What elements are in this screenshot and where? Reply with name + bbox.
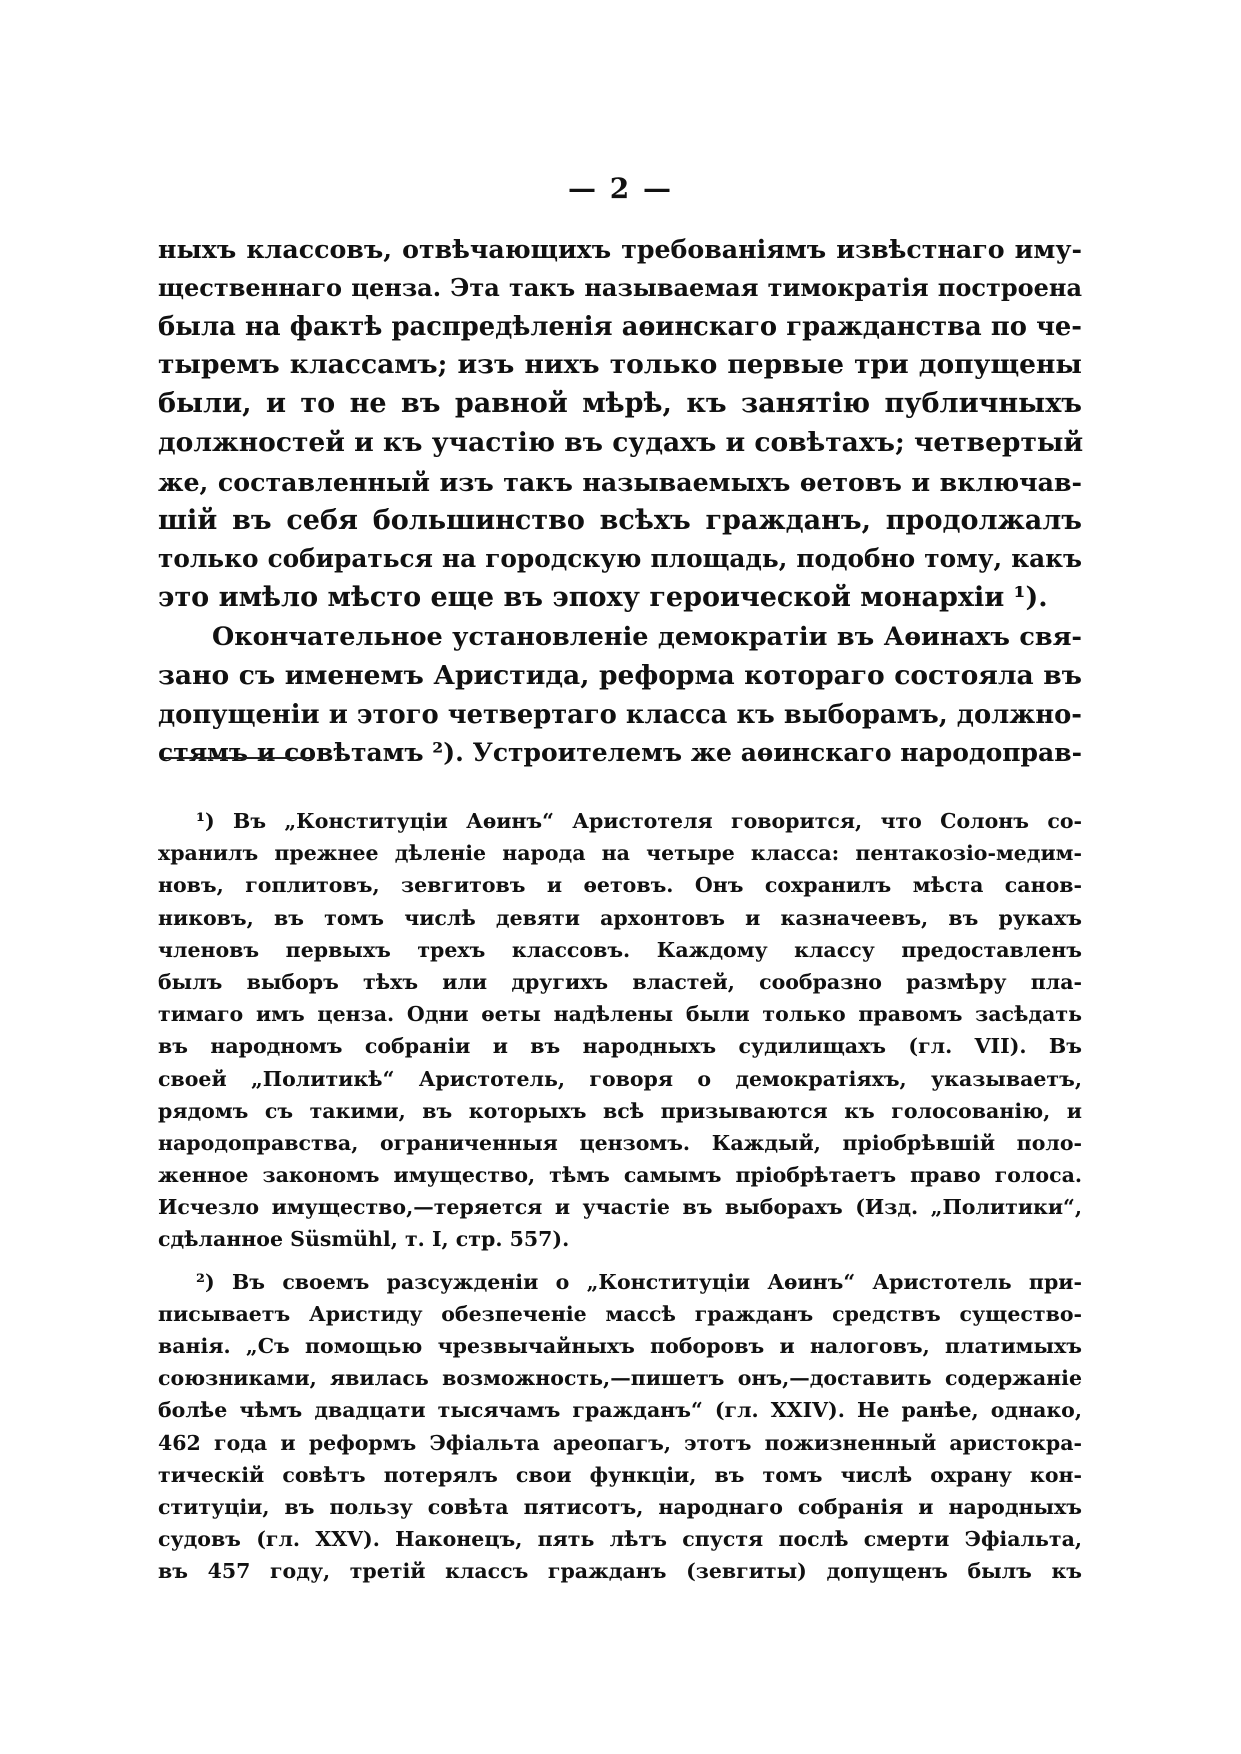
footnote-line: въ 457 году, третій классъ гражданъ (зевгиты) допущенъ былъ къ	[158, 1559, 1082, 1584]
footnote-line: членовъ первыхъ трехъ классовъ. Каждому классу предоставленъ	[158, 937, 1082, 962]
footnote-line: новъ, гоплитовъ, зевгитовъ и ѳетовъ. Онъ сохранилъ мѣста санов-	[158, 873, 1082, 898]
footnote-line: болѣе чѣмъ двадцати тысячамъ гражданъ“ (гл. XXIV). Не ранѣе, однако,	[158, 1398, 1082, 1423]
page-number: — 2 —	[568, 172, 673, 205]
footnote-line: союзниками, явилась возможность,—пишетъ онъ,—доставить содержаніе	[158, 1366, 1082, 1391]
footnote-line: рядомъ съ такими, въ которыхъ всѣ призываются къ голосованію, и	[158, 1098, 1082, 1123]
footnote-line: ¹) Въ „Конституціи Аѳинъ“ Аристотеля говорится, что Солонъ со-	[196, 809, 1082, 833]
footnote-line: ²) Въ своемъ разсужденіи о „Конституціи Аѳинъ“ Аристотель при-	[196, 1269, 1082, 1294]
text-line: только собираться на городскую площадь, подобно тому, какъ	[158, 544, 1082, 574]
text-line: же, составленный изъ такъ называемыхъ ѳетовъ и включав-	[158, 466, 1082, 497]
footnote-line: судовъ (гл. XXV). Наконецъ, пять лѣтъ спустя послѣ смерти Эфіальта,	[158, 1527, 1082, 1552]
footnote-line: никовъ, въ томъ числѣ девяти архонтовъ и казначеевъ, въ рукахъ	[158, 905, 1082, 930]
footnote-1	[158, 805, 1082, 1256]
footnote-line: своей „Политикѣ“ Аристотель, говоря о демократіяхъ, указываетъ,	[158, 1066, 1082, 1091]
footnote-line: въ народномъ собраніи и въ народныхъ судилищахъ (гл. VII). Въ	[158, 1034, 1082, 1059]
footnote-line: Исчезло имущество,—теряется и участіе въ выборахъ (Изд. „Политики“,	[158, 1195, 1082, 1220]
footnote-line: народоправства, ограниченныя цензомъ. Каждый, пріобрѣвшій поло-	[158, 1130, 1082, 1155]
footnote-line: женное закономъ имущество, тѣмъ самымъ пріобрѣтаетъ право голоса.	[158, 1163, 1082, 1188]
text-line: щественнаго ценза. Эта такъ называемая тимократія построена	[158, 272, 1082, 302]
text-line: тыремъ классамъ; изъ нихъ только первые три допущены	[158, 349, 1082, 381]
footnote-line: 462 года и реформъ Эфіальта ареопагъ, этотъ пожизненный аристокра-	[158, 1430, 1082, 1455]
footnote-line: тимаго имъ ценза. Одни ѳеты надѣлены были только правомъ засѣдать	[158, 1002, 1082, 1027]
text-line: шій въ себя большинство всѣхъ гражданъ, продолжалъ	[158, 504, 1082, 536]
main-text	[158, 230, 1082, 773]
text-line: была на фактѣ распредѣленія аѳинскаго гражданства по че-	[158, 311, 1082, 342]
footnote-line: былъ выборъ тѣхъ или другихъ властей, сообразно размѣру пла-	[158, 969, 1082, 994]
text-line: стямъ и совѣтамъ ²). Устроителемъ же аѳинскаго народоправ-	[158, 738, 1082, 768]
text-line: были, и то не въ равной мѣрѣ, къ занятію публичныхъ	[158, 388, 1082, 420]
text-line: зано съ именемъ Аристида, реформа котораго состояла въ	[158, 659, 1082, 691]
text-line: должностей и къ участію въ судахъ и совѣтахъ; четвертый	[158, 426, 1084, 458]
footnote-line: писываетъ Аристиду обезпеченіе массѣ гражданъ средствъ существо-	[158, 1301, 1082, 1326]
text-line: допущеніи и этого четвертаго класса къ выборамъ, должно-	[158, 699, 1082, 730]
footnote-line: ванія. „Съ помощью чрезвычайныхъ поборовъ и налоговъ, платимыхъ	[158, 1334, 1082, 1358]
footnote-line: тическій совѣтъ потерялъ свои функціи, въ томъ числѣ охрану кон-	[158, 1462, 1082, 1487]
footnote-line: сдѣланное Süsmühl, т. I, стр. 557).	[158, 1227, 570, 1252]
paragraph-start-line: Окончательное установленіе демократіи въ Аѳинахъ свя-	[212, 621, 1082, 652]
text-line: ныхъ классовъ, отвѣчающихъ требованіямъ извѣстнаго иму-	[158, 234, 1082, 264]
footnote-line: хранилъ прежнее дѣленіе народа на четыре класса: пентакозіо-медим-	[158, 841, 1082, 866]
footnote-line: ституціи, въ пользу совѣта пятисотъ, народнаго собранія и народныхъ	[158, 1494, 1082, 1519]
footnote-gap	[158, 1256, 1082, 1266]
footnote-2	[158, 1266, 1082, 1588]
text-line: это имѣло мѣсто еще въ эпоху героической монархіи ¹).	[158, 582, 1048, 614]
footnotes	[158, 805, 1082, 1588]
footnote-separator	[162, 757, 312, 759]
